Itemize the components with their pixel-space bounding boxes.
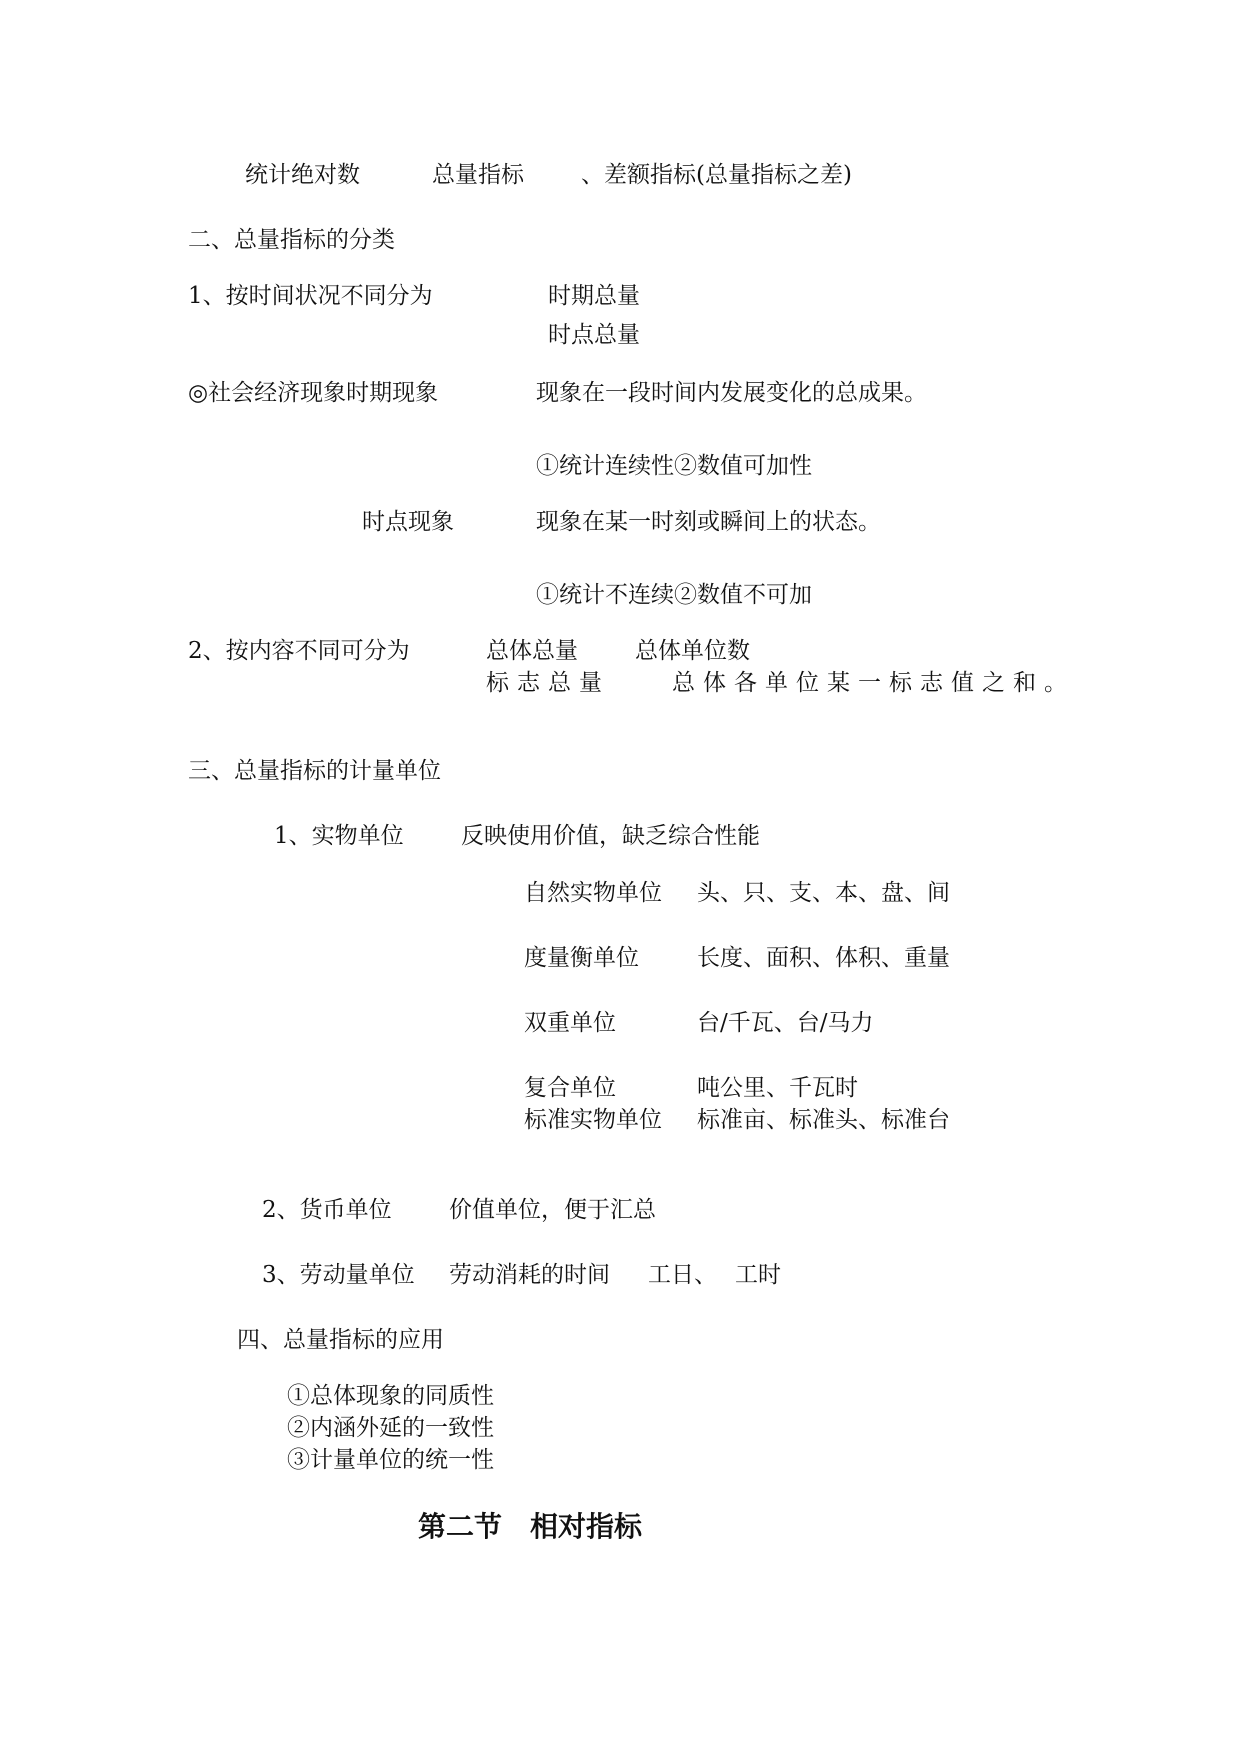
labor-unit-workhour: 工时 [735,1262,781,1288]
mark-total-desc: 总体各单位某一标志值之和。 [672,670,1075,696]
mark-total-label: 标志总量 [486,670,610,696]
point-phenomenon-traits: ①统计不连续②数值不可加 [536,582,812,608]
labor-unit-desc: 劳动消耗的时间 [449,1262,610,1288]
application-item: ②内涵外延的一致性 [287,1415,494,1441]
unit-type-name: 复合单位 [524,1075,616,1101]
money-unit-label: 2、货币单位 [262,1197,392,1223]
application-item: ③计量单位的统一性 [287,1447,494,1473]
labor-unit-label: 3、劳动量单位 [262,1262,415,1288]
labor-unit-workday: 工日、 [648,1262,717,1288]
point-phenomenon-desc: 现象在某一时刻或瞬间上的状态。 [536,509,881,535]
unit-type-name: 自然实物单位 [524,880,662,906]
unit-type-name: 度量衡单位 [524,945,639,971]
money-unit-desc: 价值单位，便于汇总 [449,1197,656,1223]
by-time-label: 1、按时间状况不同分为 [188,283,433,309]
period-phenomenon-traits: ①统计连续性②数值可加性 [536,453,812,479]
unit-type-examples: 标准亩、标准头、标准台 [697,1107,950,1133]
absolute-number-label: 统计绝对数 [245,162,360,188]
period-total-label: 时期总量 [548,283,640,309]
difference-indicator-label: 、差额指标(总量指标之差) [581,162,852,188]
unit-type-examples: 台/千瓦、台/马力 [697,1010,874,1036]
total-indicator-label: 总量指标 [432,162,524,188]
physical-unit-desc: 反映使用价值，缺乏综合性能 [461,823,760,849]
section-heading-relative-indicators: 第二节 相对指标 [418,1510,643,1543]
unit-type-examples: 吨公里、千瓦时 [697,1075,858,1101]
unit-type-examples: 长度、面积、体积、重量 [697,945,950,971]
unit-type-name: 标准实物单位 [524,1107,662,1133]
application-item: ①总体现象的同质性 [287,1383,494,1409]
unit-type-name: 双重单位 [524,1010,616,1036]
by-content-label: 2、按内容不同可分为 [188,638,410,664]
population-total-label: 总体总量 [486,638,578,664]
period-phenomenon-desc: 现象在一段时间内发展变化的总成果。 [536,380,927,406]
section-2-title: 二、总量指标的分类 [188,227,395,253]
population-total-desc: 总体单位数 [635,638,750,664]
point-phenomenon-label: 时点现象 [362,509,454,535]
period-phenomenon-label: ◎社会经济现象时期现象 [188,380,439,406]
unit-type-examples: 头、只、支、本、盘、间 [697,880,950,906]
section-3-title: 三、总量指标的计量单位 [188,758,441,784]
physical-unit-label: 1、实物单位 [274,823,404,849]
section-4-title: 四、总量指标的应用 [237,1327,444,1353]
point-total-label: 时点总量 [548,322,640,348]
